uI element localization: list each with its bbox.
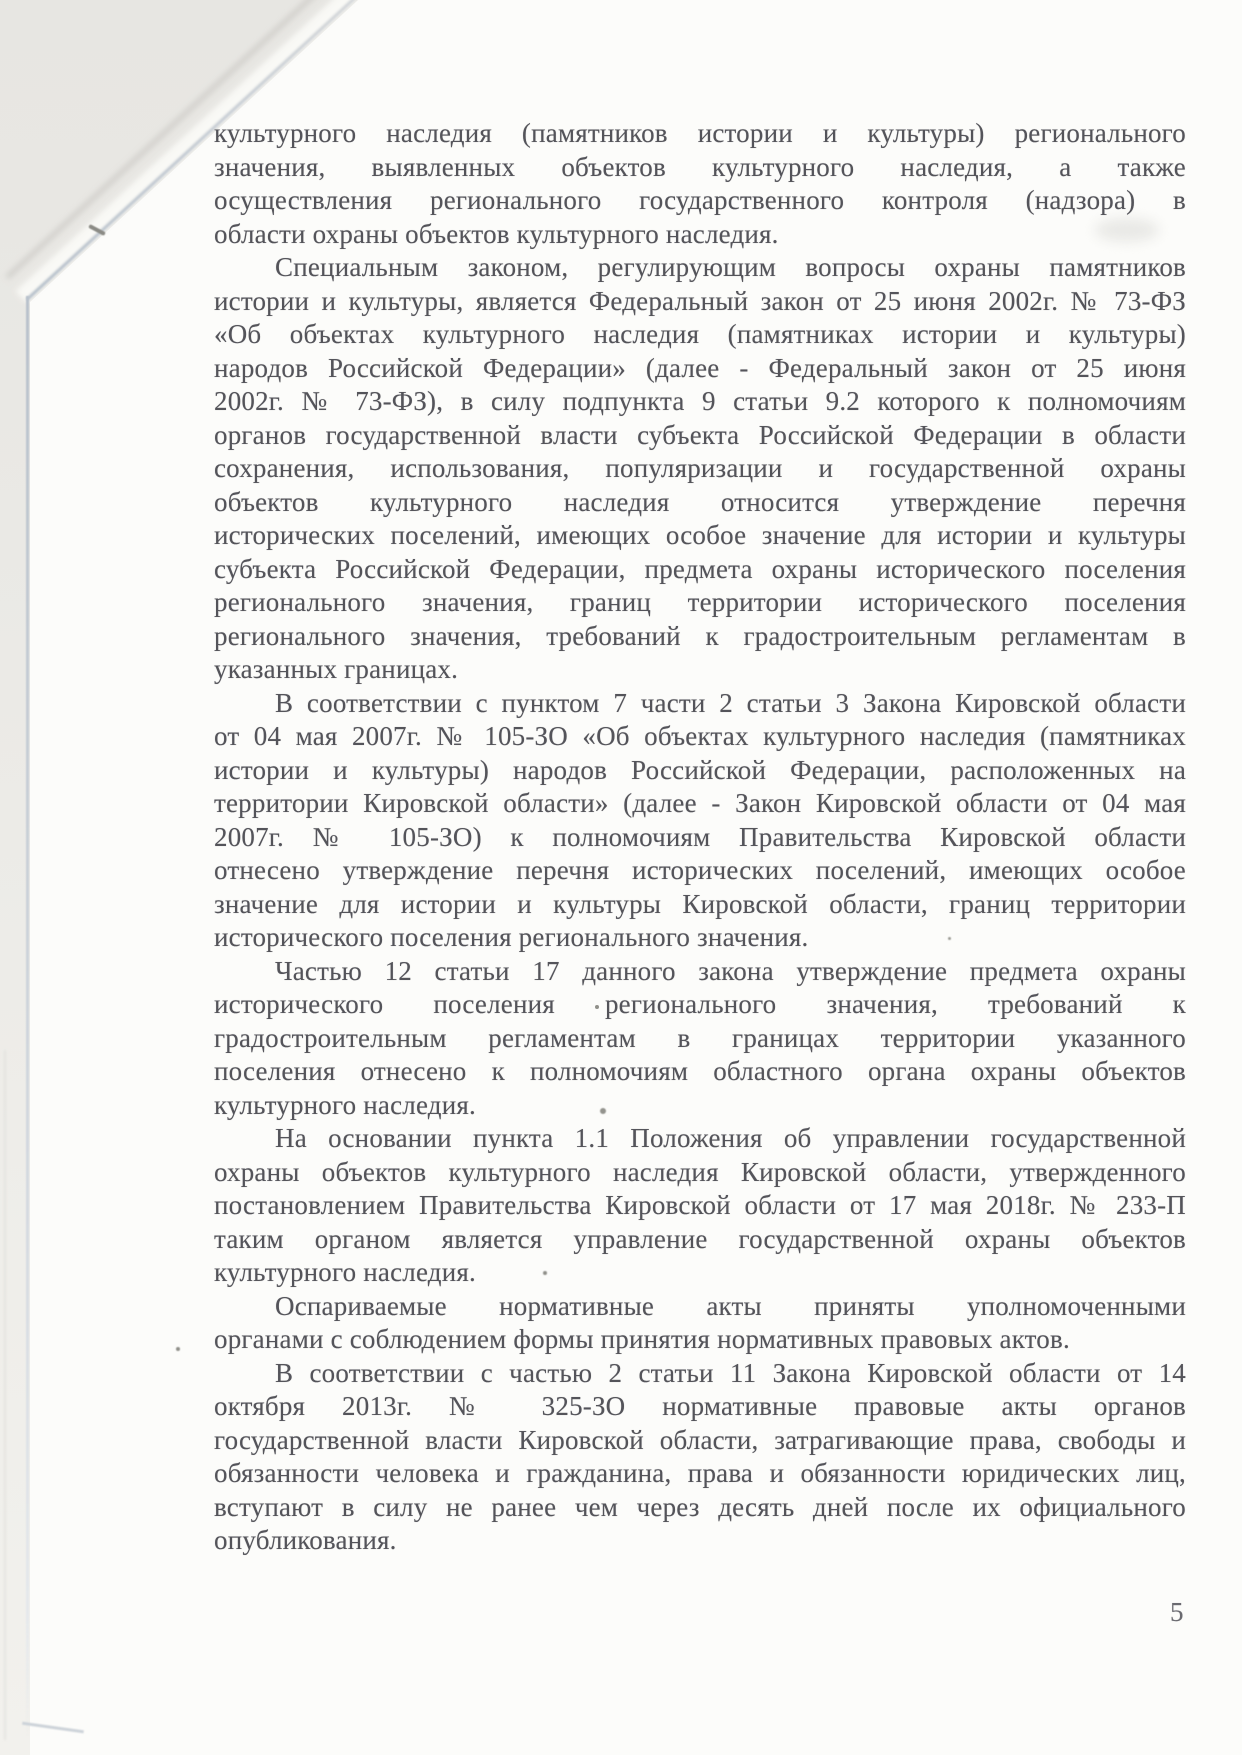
text-line: регионального значения, границ территории исторического поселения <box>214 587 1186 617</box>
text-line: исторического поселения регионального значения. <box>214 922 809 952</box>
text-line: от 04 мая 2007г. № 105-ЗО «Об объектах культурного наследия (памятниках <box>214 721 1186 751</box>
text-line: органами с соблюдением формы принятия нормативных правовых актов. <box>214 1324 1070 1354</box>
text-line: истории и культуры, является Федеральный закон от 25 июня 2002г. № 73-ФЗ <box>214 285 1186 316</box>
text-line: территории Кировской области» (далее - Закон Кировской области от 04 мая <box>214 788 1186 818</box>
page-number: 5 <box>1170 1597 1184 1627</box>
text-line: градостроительным регламентам в границах территории указанного <box>214 1022 1186 1053</box>
page-left-edge-shadow-faint <box>4 1050 6 1740</box>
text-line: указанных границах. <box>214 654 459 684</box>
text-line: исторического поселения регионального значения, требований к <box>214 989 1186 1019</box>
text-line: Частью 12 статьи 17 данного закона утверждение предмета охраны <box>275 955 1186 986</box>
text-line: постановлением Правительства Кировской области от 17 мая 2018г. № 233-П <box>214 1190 1186 1220</box>
scan-speck <box>176 1347 180 1351</box>
text-line: объектов культурного наследия относится утверждение перечня <box>214 486 1186 517</box>
text-line: сохранения, использования, популяризации и государственной охраны <box>214 453 1186 483</box>
page-bottom-edge-mark <box>22 1722 84 1733</box>
text-line: культурного наследия. <box>214 1089 476 1120</box>
text-line: осуществления регионального государственного контроля (надзора) в <box>214 185 1186 215</box>
text-line: 2007г. № 105-ЗО) к полномочиям Правительства Кировской области <box>214 821 1186 852</box>
text-line: культурного наследия. <box>214 1257 476 1287</box>
text-line: истории и культуры) народов Российской Федерации, расположенных на <box>214 754 1186 785</box>
text-line: регионального значения, требований к градостроительным регламентам в <box>214 620 1186 651</box>
text-line: обязанности человека и гражданина, права и обязанности юридических лиц, <box>214 1458 1186 1488</box>
text-line: октября 2013г. № 325-ЗО нормативные правовые акты органов <box>214 1391 1186 1421</box>
text-line: отнесено утверждение перечня исторических поселений, имеющих особое <box>214 855 1186 885</box>
text-line: культурного наследия (памятников истории и культуры) регионального <box>214 118 1186 148</box>
text-line: 2002г. № 73-ФЗ), в силу подпункта 9 статьи 9.2 которого к полномочиям <box>214 386 1186 416</box>
text-line: поселения отнесено к полномочиям областного органа охраны объектов <box>214 1056 1186 1086</box>
text-line: охраны объектов культурного наследия Кировской области, утвержденного <box>214 1156 1186 1187</box>
text-line: В соответствии с пунктом 7 части 2 статьи 3 Закона Кировской области <box>275 687 1186 718</box>
text-block <box>214 117 1186 1558</box>
text-line: народов Российской Федерации» (далее - Федеральный закон от 25 июня <box>214 352 1186 383</box>
page-left-edge-shadow <box>26 296 29 1736</box>
text-line: значения, выявленных объектов культурного наследия, а также <box>214 151 1186 182</box>
text-line: субъекта Российской Федерации, предмета охраны исторического поселения <box>214 553 1186 584</box>
text-line: Специальным законом, регулирующим вопросы охраны памятников <box>275 252 1186 282</box>
text-line: В соответствии с частью 2 статьи 11 Закона Кировской области от 14 <box>275 1357 1186 1388</box>
text-line: области охраны объектов культурного наследия. <box>214 218 779 249</box>
text-line: значение для истории и культуры Кировской области, границ территории <box>214 888 1186 919</box>
text-line: Оспариваемые нормативные акты приняты уполномоченными <box>275 1290 1186 1321</box>
text-line: исторических поселений, имеющих особое значение для истории и культуры <box>214 520 1186 550</box>
text-line: опубликования. <box>214 1525 397 1555</box>
text-line: На основании пункта 1.1 Положения об управлении государственной <box>275 1123 1186 1153</box>
text-line: вступают в силу не ранее чем через десять дней после их официального <box>214 1491 1186 1522</box>
text-line: органов государственной власти субъекта Российской Федерации в области <box>214 419 1186 450</box>
text-line: государственной власти Кировской области, затрагивающие права, свободы и <box>214 1424 1186 1455</box>
text-line: таким органом является управление государственной охраны объектов <box>214 1223 1186 1254</box>
text-line: «Об объектах культурного наследия (памятниках истории и культуры) <box>214 319 1186 349</box>
